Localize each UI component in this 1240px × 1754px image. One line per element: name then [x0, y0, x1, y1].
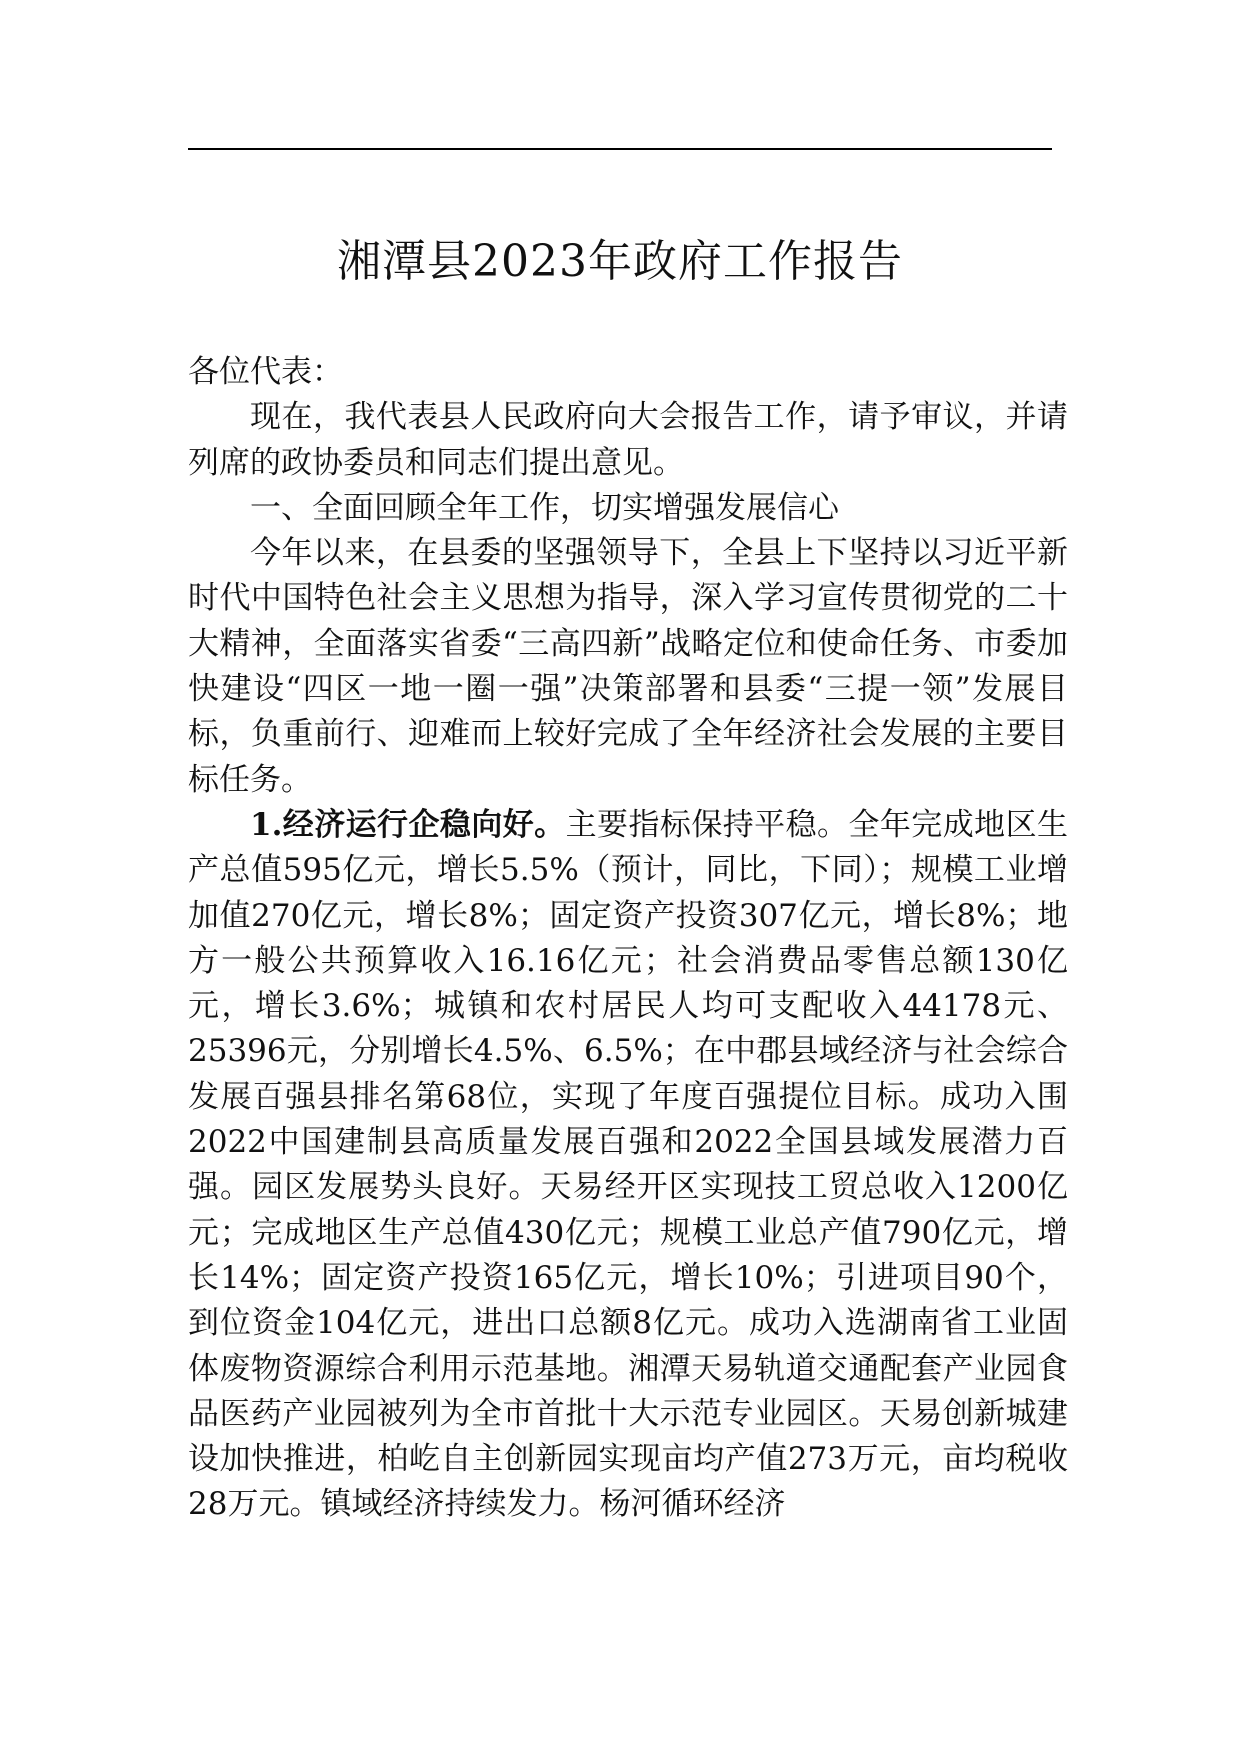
item-1-paragraph [188, 803, 1068, 1528]
header-rule [188, 148, 1052, 150]
document-body [188, 350, 1068, 1528]
item-1-lead: 1.经济运行企稳向好。 [250, 806, 566, 843]
opening-paragraph: 现在，我代表县人民政府向大会报告工作，请予审议，并请列席的政协委员和同志们提出意见。 [188, 399, 1068, 481]
salutation: 各位代表： [188, 354, 343, 390]
intro-paragraph: 今年以来，在县委的坚强领导下，全县上下坚持以习近平新时代中国特色社会主义思想为指导，深入学习宣传贯彻党的二十大精神，全面落实省委“三高四新”战略定位和使命任务、市委加快建设“四区一地一圈一强”决策部署和县委“三提一领”发展目标，负重前行、迎难而上较好完成了全年经济社会发展的主要目标任务。 [188, 535, 1068, 798]
document-title: 湘潭县2023年政府工作报告 [337, 236, 903, 287]
item-1-body: 主要指标保持平稳。全年完成地区生产总值595亿元，增长5.5%（预计，同比，下同）；规模工业增加值270亿元，增长8%；固定资产投资307亿元，增长8%；地方一般公共预算收入16.16亿元；社会消费品零售总额130亿元，增长3.6%；城镇和农村居民人均可支配收入44178元、25396元，分别增长4.5%、6.5%；在中郡县域经济与社会综合发展百强县排名第68位，实现了年度百强提位目标。成功入围2022中国建制县高质量发展百强和2022全国县域发展潜力百强。园区发展势头良好。天易经开区实现技工贸总收入1200亿元；完成地区生产总值430亿元；规模工业总产值790亿元，增长14%；固定资产投资165亿元，增长10%；引进项目90个，到位资金104亿元，进出口总额8亿元。成功入选湖南省工业固体废物资源综合利用示范基地。湘潭天易轨道交通配套产业园食品医药产业园被列为全市首批十大示范专业园区。天易创新城建设加快推进，柏屹自主创新园实现亩均产值273万元，亩均税收28万元。镇域经济持续发力。杨河循环经济 [188, 806, 1068, 1523]
section-heading: 一、全面回顾全年工作，切实增强发展信心 [250, 489, 839, 526]
